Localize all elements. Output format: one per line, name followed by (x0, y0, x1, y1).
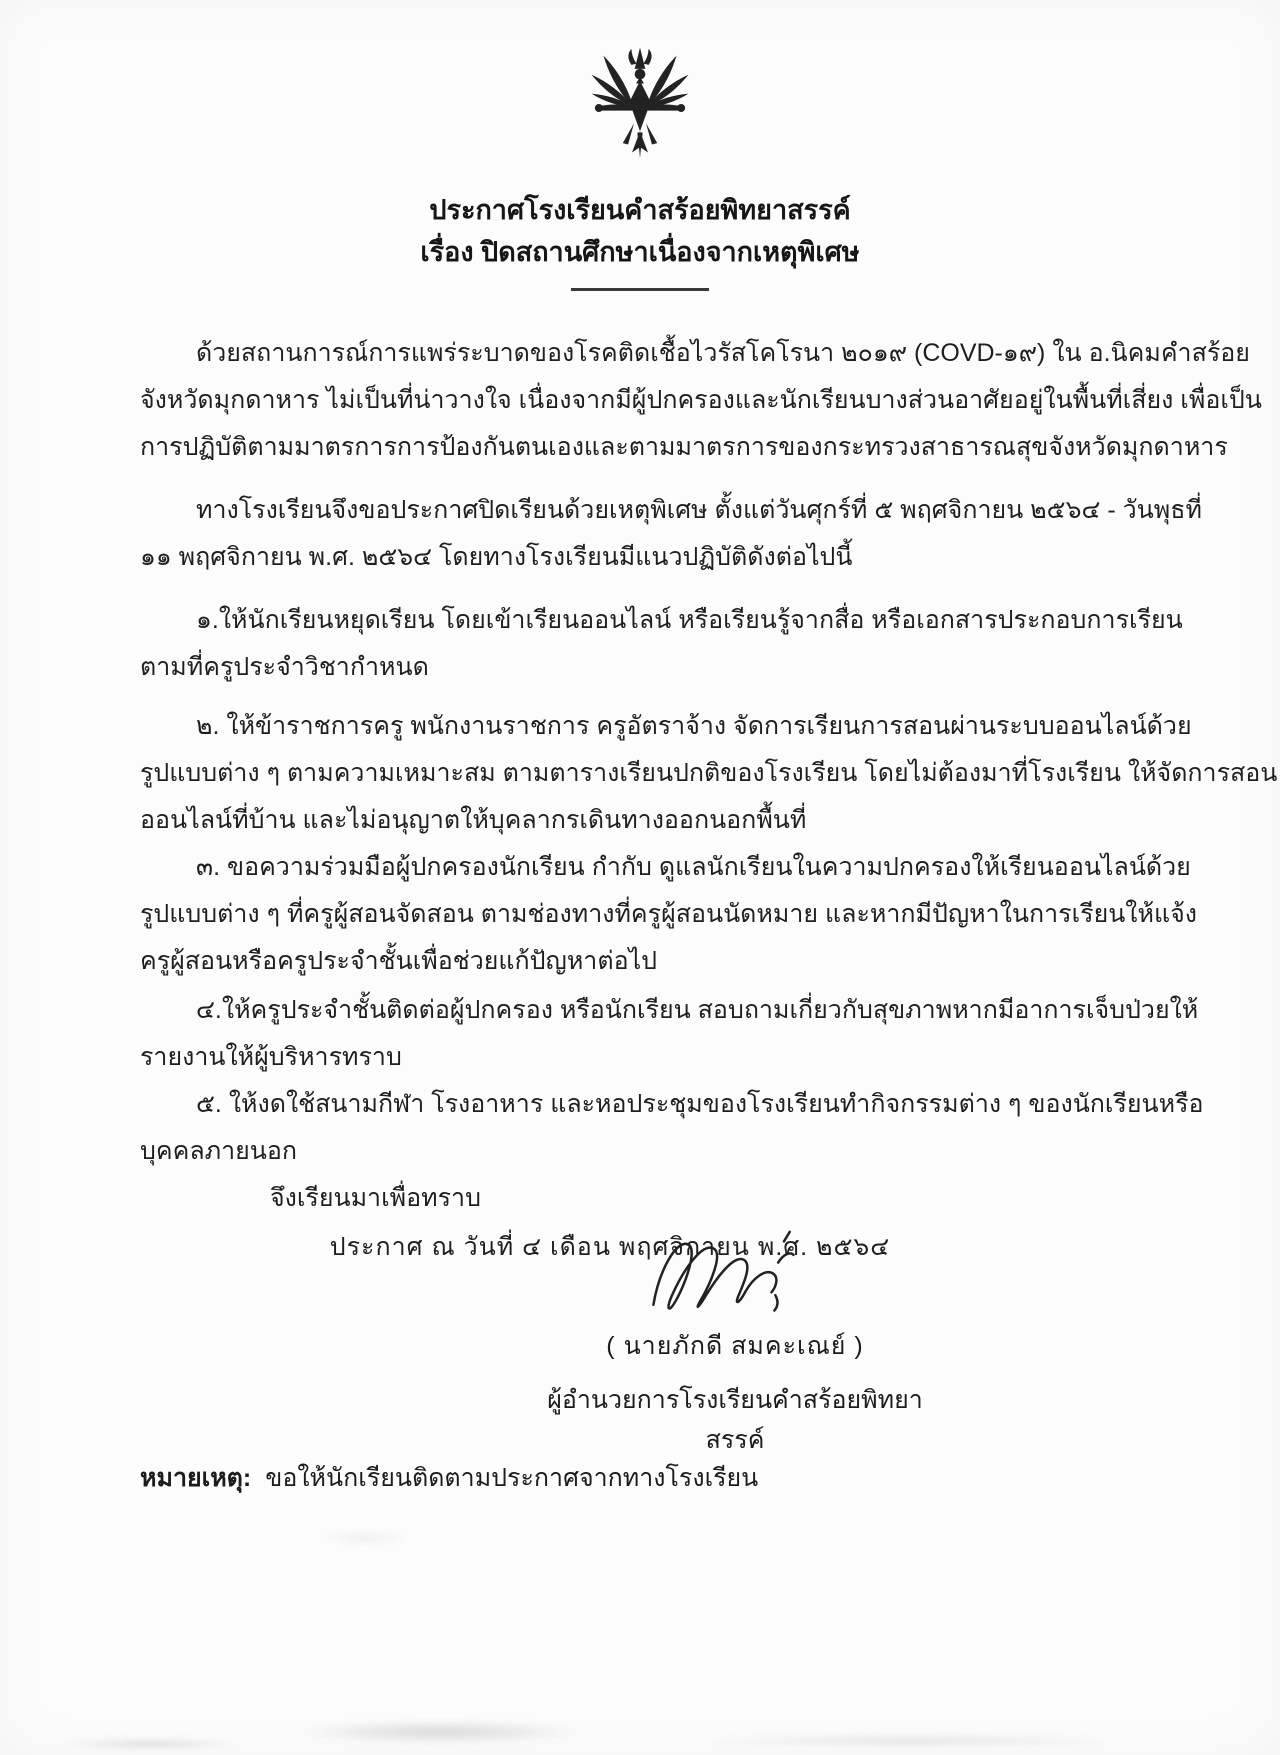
signer-name: ( นายภักดี สมคะเณย์ ) (606, 1332, 864, 1360)
measure-item-1 (140, 597, 1183, 691)
body-line: ๔.ให้ครูประจำชั้นติดต่อผู้ปกครอง หรือนักเรียน สอบถามเกี่ยวกับสุขภาพหากมีอาการเจ็บป่วยให้ (196, 996, 1199, 1024)
promulgation-date: ประกาศ ณ วันที่ ๔ เดือน พฤศจิกายน พ.ศ. ๒๕๖๔ (329, 1233, 891, 1261)
body-line: ทางโรงเรียนจึงขอประกาศปิดเรียนด้วยเหตุพิเศษ ตั้งแต่วันศุกร์ที่ ๕ พฤศจิกายน ๒๕๖๔ - วันพุธที่ (196, 496, 1202, 524)
body-line: การปฏิบัติตามมาตรการการป้องกันตนเองและตามมาตรการของกระทรวงสาธารณสุขจังหวัดมุกดาหาร (140, 433, 1228, 461)
body-line: บุคคลภายนอก (140, 1137, 298, 1165)
body-line: รูปแบบต่าง ๆ ตามความเหมาะสม ตามตารางเรียนปกติของโรงเรียน โดยไม่ต้องมาที่โรงเรียน ให้จัดการสอน (140, 759, 1278, 787)
garuda-emblem-icon (567, 34, 713, 182)
footnote-label: หมายเหตุ: (140, 1464, 252, 1492)
scan-smudge (320, 1529, 410, 1547)
announcement-title: ประกาศโรงเรียนคำสร้อยพิทยาสรรค์ (429, 195, 851, 225)
body-line: ๒. ให้ข้าราชการครู พนักงานราชการ ครูอัตราจ้าง จัดการเรียนการสอนผ่านระบบออนไลน์ด้วย (196, 712, 1192, 740)
scan-smudge (60, 1737, 240, 1751)
body-line: ตามที่ครูประจำวิชากำหนด (140, 653, 429, 681)
handwritten-signature (640, 1228, 830, 1324)
footnote (140, 1458, 758, 1498)
measure-item-5 (140, 1081, 1204, 1175)
closing-line: จึงเรียนมาเพื่อทราบ (270, 1184, 481, 1212)
body-line: ๑.ให้นักเรียนหยุดเรียน โดยเข้าเรียนออนไลน์ หรือเรียนรู้จากสื่อ หรือเอกสารประกอบการเรียน (196, 606, 1183, 634)
body-line: รูปแบบต่าง ๆ ที่ครูผู้สอนจัดสอน ตามช่องทางที่ครูผู้สอนนัดหมาย และหากมีปัญหาในการเรียนให้แจ้ง (140, 900, 1197, 928)
scan-smudge (290, 1719, 590, 1745)
body-line: ๕. ให้งดใช้สนามกีฬา โรงอาหาร และหอประชุมของโรงเรียนทำกิจกรรมต่าง ๆ ของนักเรียนหรือ (196, 1090, 1204, 1118)
announcement-subject: เรื่อง ปิดสถานศึกษาเนื่องจากเหตุพิเศษ (420, 237, 860, 267)
body-line: รายงานให้ผู้บริหารทราบ (140, 1043, 402, 1071)
signature-block (520, 1228, 950, 1460)
intro-paragraph (140, 330, 1262, 471)
body-line: ๓. ขอความร่วมมือผู้ปกครองนักเรียน กำกับ ดูแลนักเรียนในความปกครองให้เรียนออนไลน์ด้วย (196, 853, 1191, 881)
measure-item-3 (140, 844, 1197, 985)
measure-item-4 (140, 987, 1199, 1081)
measure-item-2 (140, 703, 1278, 844)
body-line: ครูผู้สอนหรือครูประจำชั้นเพื่อช่วยแก้ปัญหาต่อไป (140, 947, 658, 975)
footnote-text: ขอให้นักเรียนติดตามประกาศจากทางโรงเรียน (265, 1464, 759, 1492)
title-divider (571, 288, 709, 291)
body-line: ๑๑ พฤศจิกายน พ.ศ. ๒๕๖๔ โดยทางโรงเรียนมีแนวปฏิบัติดังต่อไปนี้ (140, 543, 853, 571)
signer-position: ผู้อำนวยการโรงเรียนคำสร้อยพิทยาสรรค์ (547, 1386, 923, 1454)
closure-paragraph (140, 487, 1202, 581)
body-line: จังหวัดมุกดาหาร ไม่เป็นที่น่าวางใจ เนื่องจากมีผู้ปกครองและนักเรียนบางส่วนอาศัยอยู่ในพื้นที่เสี่ยง เพื่อเป็น (140, 386, 1262, 414)
body-line: ออนไลน์ที่บ้าน และไม่อนุญาตให้บุคลากรเดินทางออกนอกพื้นที่ (140, 806, 807, 834)
announcement-body (140, 330, 1278, 1271)
scan-smudge (700, 1733, 1120, 1749)
body-line: ด้วยสถานการณ์การแพร่ระบาดของโรคติดเชื้อไวรัสโคโรนา ๒๐๑๙ (COVD-๑๙) ใน อ.นิคมคำสร้อย (196, 339, 1250, 367)
announcement-header (0, 0, 1280, 291)
